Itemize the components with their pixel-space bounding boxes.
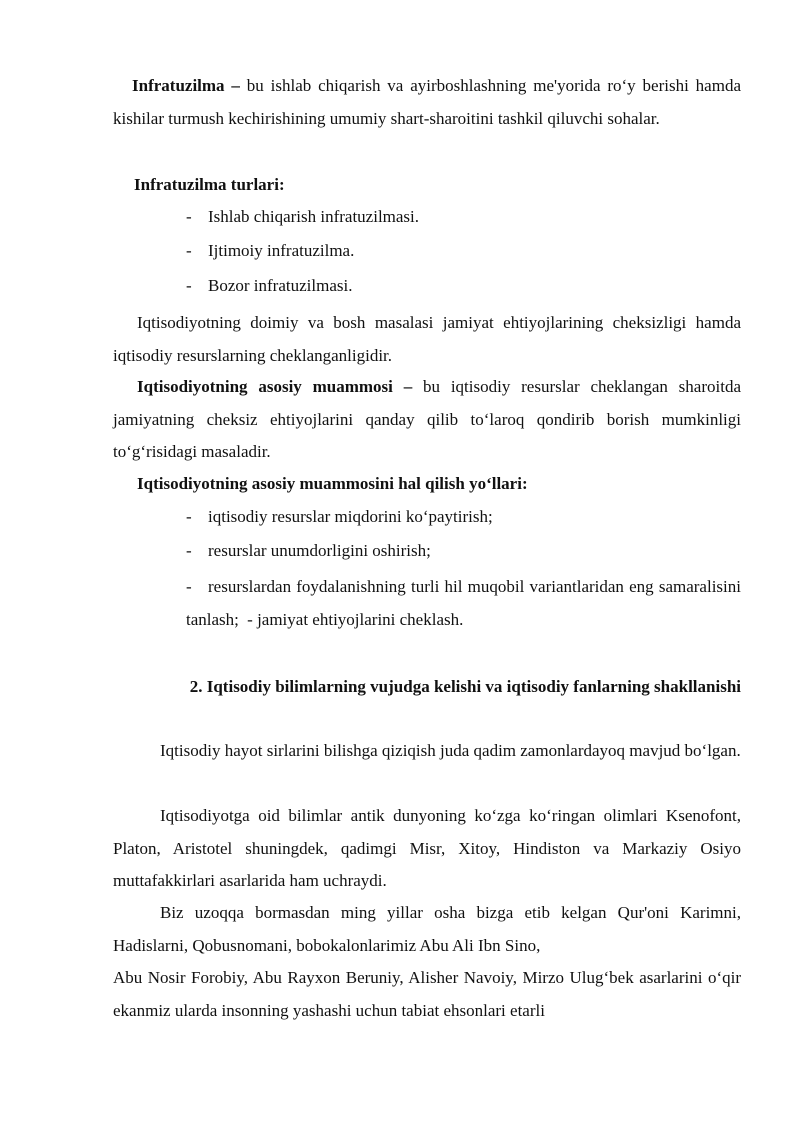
ways-list-item-combined	[186, 571, 741, 636]
types-list-item	[186, 207, 419, 227]
dash-bullet: -	[186, 276, 192, 295]
types-list-item-text: Ishlab chiqarish infratuzilmasi.	[208, 207, 420, 226]
economic-life-paragraph: Iqtisodiy hayot sirlarini bilishga qiziqish juda qadim zamonlardayoq mavjud bo‘lgan.	[160, 741, 741, 760]
heritage-paragraph: Biz uzoqqa bormasdan ming yillar osha bizga etib kelgan Qur'oni Karimni, Hadislarni, Qobusnomani, bobokalonlarimiz Abu Ali Ibn Sino,	[113, 903, 741, 955]
ways-list-item-text: resurslar unumdorligini oshirish;	[208, 541, 431, 560]
dash-bullet: -	[186, 241, 192, 260]
basic-problem-term: Iqtisodiyotning asosiy muammosi –	[137, 377, 413, 396]
dash-bullet: -	[186, 541, 192, 560]
dash-bullet: -	[247, 609, 253, 629]
solution-ways-heading: Iqtisodiyotning asosiy muammosini hal qilish yo‘llari:	[137, 474, 528, 493]
infrastructure-term: Infratuzilma –	[132, 76, 240, 95]
types-list-item	[186, 241, 354, 261]
dash-bullet: -	[186, 577, 192, 596]
types-list-item	[186, 276, 352, 296]
dash-bullet: -	[186, 507, 192, 526]
ways-list-item	[186, 507, 493, 527]
types-list-item-text: Ijtimoiy infratuzilma.	[208, 241, 355, 260]
basic-problem-text: bu iqtisodiy resurslar cheklangan sharoitda jamiyatning cheksiz ehtiyojlarini qanday qilib to‘laroq qondirib borish mumkinligi to‘g‘risidagi masaladir.	[113, 377, 741, 461]
ancient-knowledge-paragraph: Iqtisodiyotga oid bilimlar antik dunyoning ko‘zga ko‘ringan olimlari Ksenofont, Platon, Aristotel shuningdek, qadimgi Misr, Xitoy, Hindiston va Markaziy Osiyo muttafakkirlari asarlarida ham uchraydi.	[113, 806, 741, 890]
types-list-item-text: Bozor infratuzilmasi.	[208, 276, 353, 295]
ways-list-item	[186, 541, 431, 561]
ways-list-item-text: iqtisodiy resurslar miqdorini ko‘paytirish;	[208, 507, 493, 526]
infrastructure-definition	[113, 70, 741, 135]
infrastructure-definition-text: bu ishlab chiqarish va ayirboshlashning me'yorida ro‘y berishi hamda kishilar turmush kechirishining umumiy shart-sharoitini tashkil qiluvchi sohalar.	[113, 76, 741, 128]
heritage-paragraph-continued: Abu Nosir Forobiy, Abu Rayxon Beruniy, Alisher Navoiy, Mirzo Ulug‘bek asarlarini o‘qir ekanmiz ularda insonning yashashi uchun tabiat ehsonlari etarli	[113, 968, 741, 1020]
dash-bullet: -	[186, 207, 192, 226]
main-problem-paragraph: Iqtisodiyotning doimiy va bosh masalasi jamiyat ehtiyojlarining cheksizligi hamda iqtisodiy resurslarning cheklanganligidir.	[113, 313, 741, 365]
infrastructure-types-heading: Infratuzilma turlari:	[134, 175, 285, 194]
ways-list-item-text: jamiyat ehtiyojlarini cheklash.	[257, 609, 464, 629]
section-heading: 2. Iqtisodiy bilimlarning vujudga kelishi va iqtisodiy fanlarning shakllanishi	[189, 677, 741, 696]
ways-list-item-text: resurslardan foydalanishning turli hil muqobil variantlaridan eng samaralisini tanlash;	[186, 577, 741, 629]
basic-problem-definition	[113, 371, 741, 469]
